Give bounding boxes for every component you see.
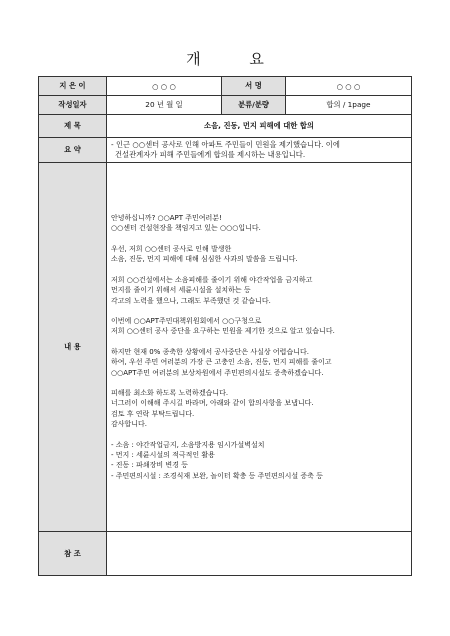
signature-label: 서 명 xyxy=(222,77,286,96)
content-line xyxy=(111,234,407,244)
summary-text xyxy=(107,138,412,163)
content-line xyxy=(111,378,407,388)
reference-value xyxy=(107,532,412,576)
content-line: - 주민편의시설 : 조경식재 보완, 놀이터 확충 등 주민편의시설 증축 등 xyxy=(111,471,323,480)
content-line: 하지만 현재 0% 종축한 상황에서 공사중단은 사실상 어렵습니다. xyxy=(111,348,309,356)
content-line: 너그러이 이해해 주시길 바라며, 아래와 같이 합의사항을 보냅니다. xyxy=(111,399,314,408)
content-line: 이번에 ○○APT주민대책위원회에서 ○○구청으로 xyxy=(111,317,262,326)
signature-value: ○ ○ ○ xyxy=(286,77,412,96)
date-value: 20 년 월 일 xyxy=(107,96,222,115)
content-line xyxy=(111,337,407,347)
content-line xyxy=(111,265,407,275)
content-line: - 소음 : 야간작업금지, 소음방지용 임시가설벽설치 xyxy=(111,440,265,449)
author-value: ○ ○ ○ xyxy=(107,77,222,96)
summary-line: - 인근 ○○센터 공사로 인해 아파트 주민들이 민원을 제기했습니다. 이에 xyxy=(111,140,340,149)
summary-label: 요 약 xyxy=(39,138,107,163)
date-label: 작성일자 xyxy=(39,96,107,115)
content-line: 감사합니다. xyxy=(111,420,148,429)
content-line: 검토 후 연락 부탁드립니다. xyxy=(111,409,195,418)
content-line xyxy=(111,306,407,316)
summary-line: 건설관계자가 피해 주민들에게 합의를 제시하는 내용입니다. xyxy=(115,150,306,159)
content-line: ○○APT주민 여러분의 보상차원에서 주민편의시설도 증축하겠습니다. xyxy=(111,368,324,377)
category-value: 합의 / 1page xyxy=(286,96,412,115)
subject-value: 소음, 진동, 먼지 피해에 대한 합의 xyxy=(107,115,412,138)
category-label: 분류/분량 xyxy=(222,96,286,115)
content-line: 저희 ○○센터 공사 중단을 요구하는 민원을 제기한 것으로 알고 있습니다. xyxy=(111,327,335,336)
content-line: 안녕하십니까? ○○APT 주민여러분! xyxy=(111,214,222,223)
content-line: - 먼지 : 세륜시설의 적극적인 활용 xyxy=(111,450,215,459)
content-text xyxy=(107,163,412,532)
content-line: 피해를 최소화 하도록 노력하겠습니다. xyxy=(111,389,229,398)
content-label: 내 용 xyxy=(39,163,107,532)
content-line: 각고의 노력을 했으나, 그래도 부족했던 것 같습니다. xyxy=(111,296,271,305)
content-line: - 진동 : 파쇄장비 변경 등 xyxy=(111,461,188,470)
content-line: 먼지를 줄이기 위해서 세륜시설을 설치하는 등 xyxy=(111,286,251,295)
subject-label: 제 목 xyxy=(39,115,107,138)
content-line: 소음, 진동, 먼지 피해에 대해 심심한 사과의 말씀을 드립니다. xyxy=(111,255,298,264)
content-line: ○○센터 건설현장을 책임지고 있는 ○○○입니다. xyxy=(111,224,261,233)
content-line: 저희 ○○건설에서는 소음피해를 줄이기 위해 야간작업을 금지하고 xyxy=(111,275,313,284)
page-title: 개 요 xyxy=(186,50,286,68)
overview-form xyxy=(38,76,412,576)
content-line: 우선, 저희 ○○센터 공사로 인해 발생한 xyxy=(111,245,232,254)
content-line xyxy=(111,429,407,439)
author-label: 지 은 이 xyxy=(39,77,107,96)
content-line: 하여, 우선 주민 여러분의 가장 큰 고충인 소음, 진동, 먼지 피해를 줄이고 xyxy=(111,358,332,367)
reference-label: 참 조 xyxy=(39,532,107,576)
